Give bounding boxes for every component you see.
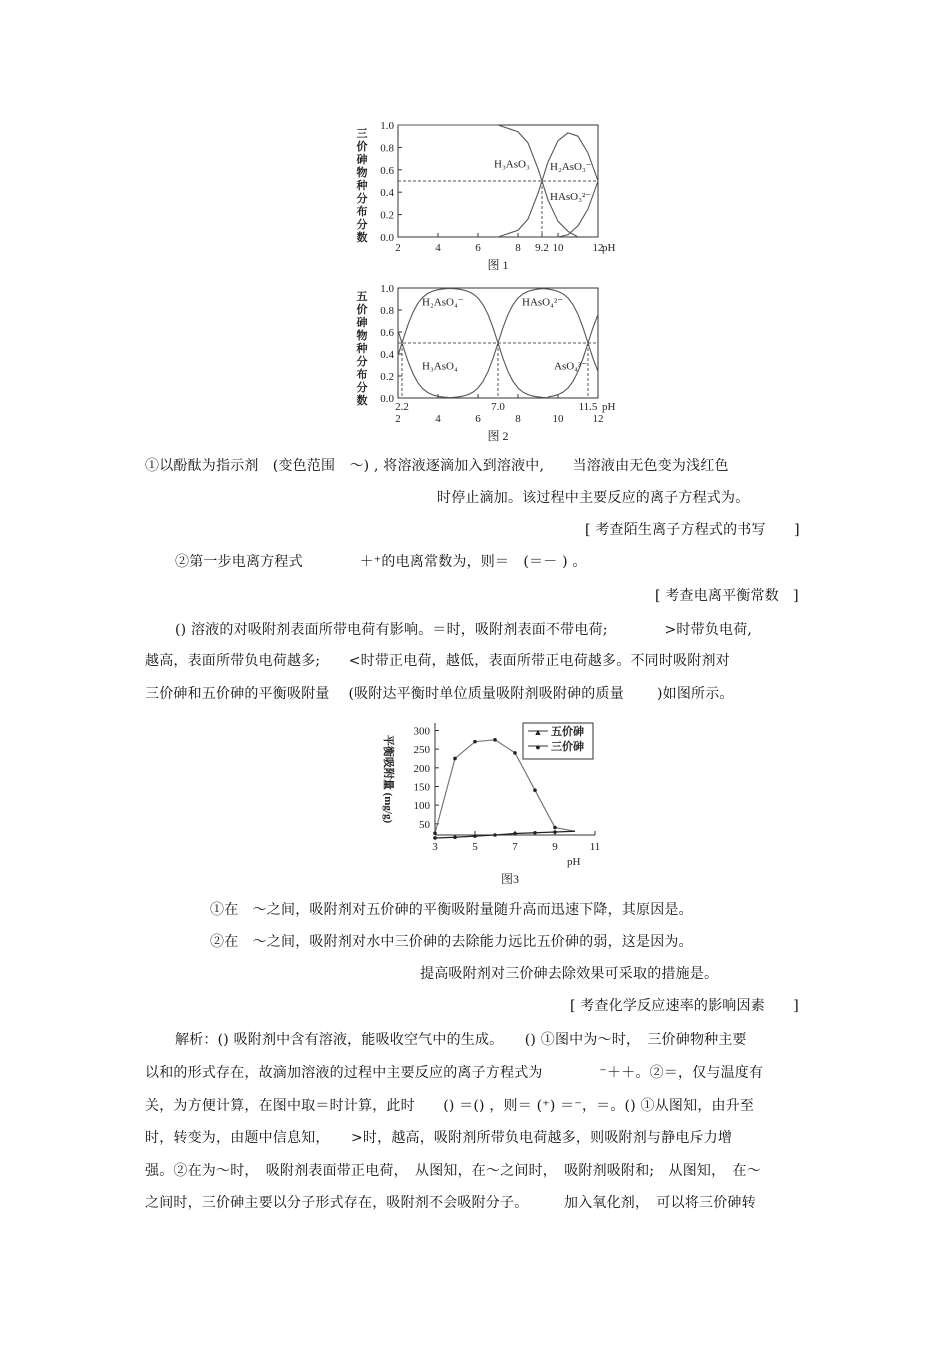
- y-axis-label: 物: [356, 167, 368, 179]
- x-tick-label: 12: [592, 413, 604, 425]
- y-tick-label: 150: [413, 781, 430, 794]
- y-tick-label: 50: [419, 818, 430, 831]
- figure-caption: 图 2: [487, 429, 509, 443]
- chart-fig1: [350, 115, 630, 275]
- x-tick-label: 11: [589, 841, 601, 853]
- data-point: [433, 831, 437, 835]
- y-axis-label: 分: [356, 382, 368, 394]
- y-tick-label: 0.8: [380, 142, 394, 155]
- x-tick-label: 4: [435, 413, 441, 425]
- species-label-h2aso4: H₂AsO₄⁻: [422, 296, 464, 309]
- series-line: [498, 133, 598, 237]
- question-line-3: ②第一步电离方程式 ＋⁺的电离常数为，则＝ (＝－ ) 。: [175, 554, 587, 570]
- data-point: [473, 740, 477, 744]
- x-tick-label: 2: [395, 413, 401, 425]
- x-tick-label: 8: [515, 413, 521, 425]
- x-tick-label: 8: [515, 242, 521, 254]
- question-line-6: 三价砷和五价砷的平衡吸附量 (吸附达平衡时单位质量吸附剂吸附砷的质量 )如图所示。: [145, 686, 734, 702]
- y-tick-label: 0.0: [380, 232, 394, 244]
- x-special-tick-label: 11.5: [578, 401, 598, 413]
- question-line-4: () 溶液的对吸附剂表面所带电荷有影响。＝时，吸附剂表面不带电荷; >时带负电荷,: [175, 622, 753, 638]
- y-axis-label: 砷: [356, 317, 368, 329]
- y-axis-label: 数: [356, 232, 368, 244]
- question-line-8: ②在 ～之间，吸附剂对水中三价砷的去除能力远比五价砷的弱，这是因为。: [210, 934, 693, 950]
- x-tick-label: 3: [432, 841, 438, 853]
- y-tick-label: 0.6: [380, 164, 394, 177]
- figure-caption: 图3: [500, 872, 520, 886]
- y-axis-label: 平衡吸附量 (mg/g): [382, 734, 394, 824]
- tag-ionization-constant: [ 考查电离平衡常数 ]: [655, 588, 799, 604]
- y-axis-label: 价: [356, 304, 368, 316]
- data-point: [533, 788, 537, 792]
- data-point: [553, 826, 557, 830]
- y-axis-label: 五: [356, 291, 368, 303]
- data-point: [453, 835, 457, 839]
- answer-line-1: 解析：() 吸附剂中含有溶液，能吸收空气中的生成。 () ①图中为～时， 三价砷物种主要: [175, 1032, 747, 1048]
- y-tick-label: 0.8: [380, 305, 394, 317]
- figure-1: [350, 115, 630, 275]
- x-tick-label: 7: [512, 841, 518, 853]
- chart-fig2: [350, 280, 630, 445]
- data-point: [493, 833, 497, 837]
- y-axis-label: 物: [356, 330, 368, 342]
- tag-ionic-equation: [ 考查陌生离子方程式的书写 ]: [585, 522, 800, 538]
- y-axis-label: 三: [356, 128, 368, 140]
- y-tick-label: 100: [413, 800, 430, 813]
- y-tick-label: 300: [413, 725, 430, 738]
- x-tick-label: 5: [472, 841, 478, 853]
- legend-marker: ▲: [533, 727, 543, 737]
- data-point: [433, 836, 437, 840]
- y-axis-label: 数: [356, 395, 368, 407]
- figure-2: [350, 280, 630, 445]
- x-special-tick-label: 7.0: [491, 401, 505, 413]
- y-tick-label: 0.2: [380, 209, 394, 222]
- species-label-h3aso4: H₃AsO₄: [422, 360, 458, 373]
- y-tick-label: 0.6: [380, 327, 394, 339]
- data-point: [553, 830, 557, 834]
- figure-caption: 图 1: [487, 258, 509, 272]
- x-tick-label: 10: [552, 242, 564, 254]
- y-axis-label: 种: [356, 180, 368, 192]
- y-tick-label: 200: [413, 762, 430, 775]
- series-line: [548, 314, 598, 396]
- x-axis-label: pH: [602, 401, 616, 413]
- y-axis-label: 价: [356, 141, 368, 153]
- question-line-2: 时停止滴加。该过程中主要反应的离子方程式为。: [437, 490, 750, 506]
- chart-fig3: [365, 715, 615, 890]
- question-line-1: ①以酚酞为指示剂 (变色范围 ～) , 将溶液逐滴加入到溶液中, 当溶液由无色变为浅红色: [145, 458, 729, 474]
- data-point: [533, 831, 537, 835]
- x-special-tick-label: 2.2: [395, 401, 409, 413]
- data-point: [493, 738, 497, 742]
- species-label-h2aso3: H₂AsO₃⁻: [550, 160, 592, 173]
- y-tick-label: 0.4: [380, 187, 394, 200]
- legend-label: 三价砷: [551, 741, 584, 753]
- series-line: [558, 181, 598, 237]
- y-axis-label: 分: [356, 193, 368, 205]
- data-point: [453, 757, 457, 761]
- answer-line-3: 关，为方便计算，在图中取＝时计算，此时 () ＝() ，则＝ (⁺) ＝⁻，＝。() ①从图知，由升至: [145, 1098, 755, 1114]
- y-tick-label: 1.0: [380, 283, 394, 295]
- x-tick-label: 9: [552, 841, 558, 853]
- y-axis-label: 布: [356, 369, 368, 381]
- answer-line-4: 时，转变为，由题中信息知， >时，越高，吸附剂所带负电荷越多，则吸附剂与静电斥力增: [145, 1130, 733, 1146]
- answer-line-6: 之间时，三价砷主要以分子形式存在，吸附剂不会吸附分子。 加入氧化剂， 可以将三价砷转: [145, 1195, 756, 1211]
- data-point: [513, 751, 517, 755]
- legend-label: 五价砷: [551, 726, 584, 738]
- species-label-haso3: HAsO₃²⁻: [550, 191, 592, 204]
- species-label-haso4: HAsO₄²⁻: [522, 296, 564, 309]
- y-axis-label: 种: [356, 343, 368, 355]
- legend-marker: ●: [535, 742, 541, 752]
- x-tick-label: 4: [435, 242, 441, 254]
- tag-reaction-rate: [ 考查化学反应速率的影响因素 ]: [570, 998, 799, 1014]
- question-line-7: ①在 ～之间，吸附剂对五价砷的平衡吸附量随升高而迅速下降，其原因是。: [210, 902, 693, 918]
- x-tick-label: 6: [475, 242, 481, 254]
- y-axis-label: 布: [356, 206, 368, 218]
- y-tick-label: 0.0: [380, 393, 394, 405]
- question-line-9: 提高吸附剂对三价砷去除效果可采取的措施是。: [420, 966, 719, 982]
- y-axis-label: 砷: [356, 154, 368, 166]
- y-tick-label: 250: [413, 744, 430, 757]
- answer-line-2: 以和的形式存在，故滴加溶液的过程中主要反应的离子方程式为 ⁻＋＋。②＝，仅与温度有: [145, 1065, 764, 1081]
- x-axis-label: pH: [602, 242, 616, 254]
- x-tick-label: 6: [475, 413, 481, 425]
- species-label-h3aso3: H₃AsO₃: [494, 158, 530, 171]
- answer-line-5: 强。②在为～时， 吸附剂表面带正电荷， 从图知，在～之间时， 吸附剂吸附和; 从图知， 在～: [145, 1163, 761, 1179]
- y-axis-label: 分: [356, 356, 368, 368]
- species-label-aso4: AsO₄³⁻: [554, 360, 588, 373]
- data-point: [473, 834, 477, 838]
- x-tick-label: 9.2: [535, 242, 549, 254]
- question-line-5: 越高，表面所带负电荷越多; <时带正电荷，越低，表面所带正电荷越多。不同时吸附剂对: [145, 653, 730, 669]
- y-tick-label: 1.0: [380, 120, 394, 132]
- data-point: [513, 832, 517, 836]
- x-tick-label: 2: [395, 242, 401, 254]
- x-tick-label: 12: [592, 242, 604, 254]
- y-tick-label: 0.4: [380, 349, 394, 361]
- figure-3: [365, 715, 615, 890]
- y-tick-label: 0.2: [380, 371, 394, 383]
- x-axis-label: pH: [567, 856, 581, 868]
- x-tick-label: 10: [552, 413, 564, 425]
- y-axis-label: 分: [356, 219, 368, 231]
